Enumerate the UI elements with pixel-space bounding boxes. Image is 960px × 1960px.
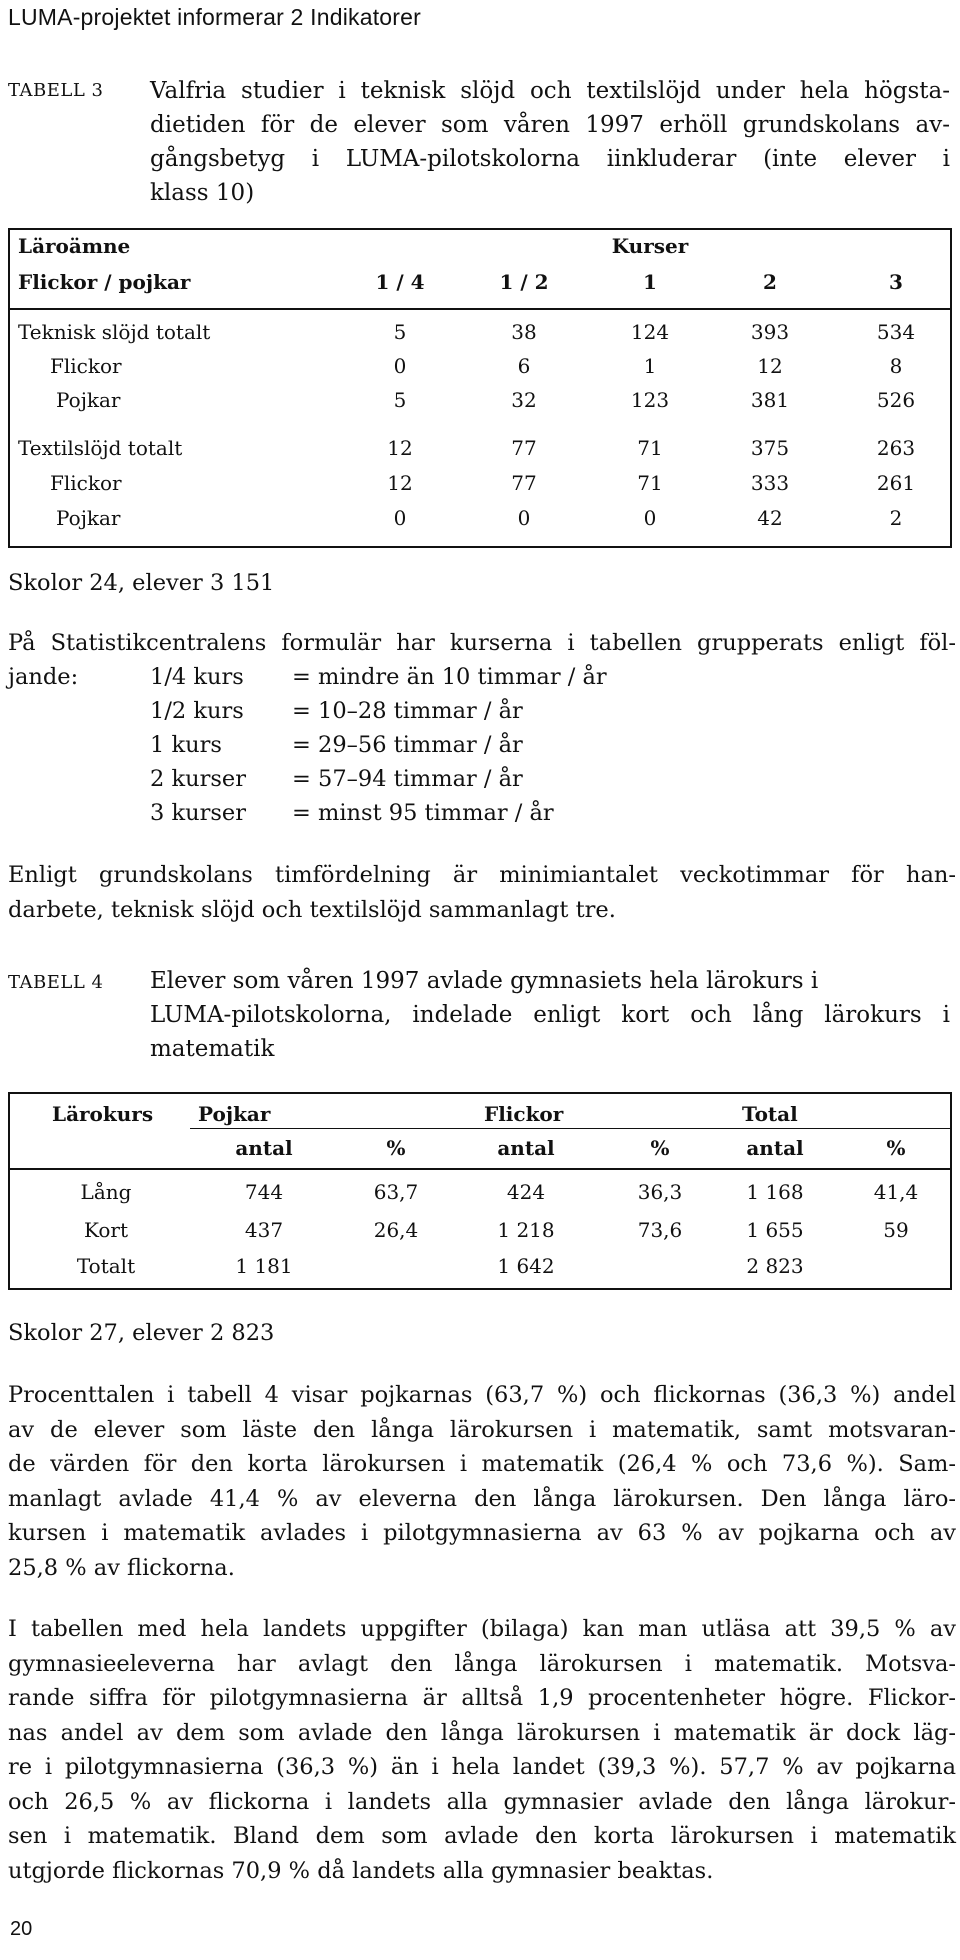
- table4-cell: 1 218: [497, 1218, 555, 1242]
- table4-cell: 41,4: [873, 1180, 919, 1204]
- table-rule: [10, 1092, 950, 1094]
- running-header: LUMA-projektet informerar 2 Indikatorer: [8, 4, 422, 30]
- table3-cell: 375: [750, 436, 790, 460]
- text-line: nas andel av dem som avlade den långa lärokursen i matematik är dock läg-: [8, 1719, 956, 1746]
- table3-cell: 393: [750, 320, 790, 344]
- text-line: I tabellen med hela landets uppgifter (bilaga) kan man utläsa att 39,5 % av: [8, 1616, 956, 1642]
- table-rule: [10, 308, 950, 310]
- caption-line: klass 10): [150, 180, 255, 206]
- table4-cell: 26,4: [373, 1218, 419, 1242]
- table4-sub-header: antal: [235, 1136, 293, 1160]
- table4-row-label: Lång: [80, 1180, 132, 1204]
- table3-cell: 12: [387, 436, 413, 460]
- table3-cell: 0: [517, 506, 531, 530]
- table4-sub-header: %: [386, 1136, 406, 1160]
- text-line: darbete, teknisk slöjd och textilslöjd sammanlagt tre.: [8, 896, 616, 923]
- table3-row-label: Textilslöjd totalt: [18, 436, 183, 460]
- table3-gender-header: Flickor / pojkar: [18, 270, 191, 294]
- course-def-value: = 29–56 timmar / år: [292, 732, 523, 758]
- table-rule: [10, 1168, 950, 1170]
- table4-cell: 73,6: [637, 1218, 683, 1242]
- table3-courses-header: Kurser: [611, 234, 689, 258]
- table4-cell: 1 642: [497, 1254, 555, 1278]
- table3-subject-header: Läroämne: [18, 234, 131, 258]
- course-def-name: 1/4 kurs: [150, 664, 244, 690]
- paragraph-timfordelning: [8, 858, 956, 927]
- table3-cell: 333: [750, 471, 790, 495]
- caption-line: gångsbetyg i LUMA-pilotskolorna iinkluderar (inte elever i: [150, 146, 950, 172]
- text-line: re i pilotgymnasierna (36,3 %) än i hela landet (39,3 %). 57,7 % av pojkarna: [8, 1754, 956, 1780]
- table3-label: TABELL 3: [8, 80, 104, 101]
- caption-line: dietiden för de elever som våren 1997 erhöll grundskolans av-: [150, 112, 950, 138]
- course-def-value: = mindre än 10 timmar / år: [292, 664, 607, 690]
- table3-col-header: 3: [889, 270, 903, 294]
- table3-cell: 123: [630, 388, 670, 412]
- table3-row-label: Pojkar: [56, 506, 121, 530]
- table3-cell: 381: [750, 388, 790, 412]
- course-def-name: 3 kurser: [150, 800, 246, 826]
- paragraph-procenttalen: [8, 1378, 956, 1585]
- table3-col-header: 1 / 2: [499, 270, 549, 294]
- table3-cell: 42: [757, 506, 783, 530]
- table3-row-label: Teknisk slöjd totalt: [18, 320, 211, 344]
- table3-cell: 71: [637, 471, 663, 495]
- table-rule: [10, 1288, 950, 1290]
- table4-group-header: Flickor: [484, 1102, 564, 1126]
- text-line: de värden för den korta lärokursen i matematik (26,4 % och 73,6 %). Sam-: [8, 1451, 956, 1477]
- course-def-name: 1 kurs: [150, 732, 222, 758]
- table3-cell: 124: [630, 320, 670, 344]
- table4-sub-header: antal: [746, 1136, 804, 1160]
- text-line: utgjorde flickornas 70,9 % då landets alla gymnasier beaktas.: [8, 1857, 714, 1884]
- table3-cell: 0: [393, 354, 407, 378]
- course-def-name: 1/2 kurs: [150, 698, 244, 724]
- table4-cell: 59: [883, 1218, 909, 1242]
- table3-cell: 77: [511, 436, 537, 460]
- table4-cell: 1 168: [746, 1180, 804, 1204]
- text-line: rande siffra för pilotgymnasierna är alltså 1,9 procentenheter högre. Flickor-: [8, 1685, 956, 1711]
- table4-note: Skolor 27, elever 2 823: [8, 1320, 275, 1346]
- table3-cell: 8: [889, 354, 903, 378]
- table3-cell: 1: [643, 354, 657, 378]
- table3-cell: 534: [876, 320, 916, 344]
- caption-line: matematik: [150, 1036, 275, 1062]
- page-number: 20: [10, 1918, 33, 1940]
- table4-group-header: Pojkar: [198, 1102, 271, 1126]
- table3-cell: 38: [511, 320, 537, 344]
- caption-line: Elever som våren 1997 avlade gymnasiets hela lärokurs i: [150, 968, 819, 994]
- table3-cell: 5: [393, 320, 407, 344]
- course-def-value: = 10–28 timmar / år: [292, 698, 523, 724]
- text-line: 25,8 % av flickorna.: [8, 1554, 235, 1581]
- course-def-intro: På Statistikcentralens formulär har kurserna i tabellen grupperats enligt föl-: [8, 630, 956, 656]
- table4-sub-header: %: [886, 1136, 906, 1160]
- table3-row-label: Flickor: [50, 354, 122, 378]
- table3-cell: 77: [511, 471, 537, 495]
- table-rule: [190, 1128, 950, 1129]
- table3-cell: 526: [876, 388, 916, 412]
- table4-row-label: Totalt: [76, 1254, 136, 1278]
- table4-row-label: Kort: [83, 1218, 129, 1242]
- table3-row-label: Flickor: [50, 471, 122, 495]
- table3-col-header: 1: [643, 270, 657, 294]
- table3-col-header: 2: [763, 270, 777, 294]
- course-def-name: 2 kurser: [150, 766, 246, 792]
- paragraph-hela-landets: [8, 1612, 956, 1888]
- table4-course-header: Lärokurs: [52, 1102, 154, 1126]
- caption-line: Valfria studier i teknisk slöjd och textilslöjd under hela högsta-: [150, 78, 950, 104]
- table4-cell: 424: [506, 1180, 546, 1204]
- course-def-prefix: jande:: [8, 664, 79, 690]
- table4-cell: 2 823: [746, 1254, 804, 1278]
- text-line: manlagt avlade 41,4 % av eleverna den långa lärokursen. Den långa läro-: [8, 1485, 956, 1512]
- table4-sub-header: antal: [497, 1136, 555, 1160]
- table3-cell: 32: [511, 388, 537, 412]
- table4-group-header: Total: [742, 1102, 798, 1126]
- text-line: sen i matematik. Bland dem som avlade den korta lärokursen i matematik: [8, 1823, 956, 1849]
- text-line: gymnasieeleverna har avlagt den långa lärokursen i matematik. Motsva-: [8, 1650, 956, 1677]
- table3-caption: [150, 74, 950, 210]
- table4-cell: 36,3: [637, 1180, 683, 1204]
- table3-cell: 5: [393, 388, 407, 412]
- table3-col-header: 1 / 4: [375, 270, 425, 294]
- table3-cell: 0: [393, 506, 407, 530]
- table4-cell: 1 181: [235, 1254, 293, 1278]
- table-rule: [10, 228, 950, 230]
- table4-cell: 1 655: [746, 1218, 804, 1242]
- course-def-value: = minst 95 timmar / år: [292, 800, 554, 826]
- text-line: och 26,5 % av flickorna i landets alla gymnasier avlade den långa lärokur-: [8, 1788, 956, 1815]
- table3-cell: 71: [637, 436, 663, 460]
- table3-cell: 261: [876, 471, 916, 495]
- table3-note: Skolor 24, elever 3 151: [8, 570, 275, 596]
- course-def-value: = 57–94 timmar / år: [292, 766, 523, 792]
- table4-label: TABELL 4: [8, 972, 104, 993]
- table3-cell: 12: [387, 471, 413, 495]
- table3-cell: 6: [517, 354, 531, 378]
- table3: [8, 228, 952, 548]
- caption-line: LUMA-pilotskolorna, indelade enligt kort och lång lärokurs i: [150, 1002, 950, 1028]
- table3-cell: 263: [876, 436, 916, 460]
- text-line: av de elever som läste den långa lärokursen i matematik, samt motsvaran-: [8, 1416, 956, 1443]
- text-line: Procenttalen i tabell 4 visar pojkarnas (63,7 %) och flickornas (36,3 %) andel: [8, 1382, 956, 1408]
- table4: [8, 1092, 952, 1290]
- table4-caption: [150, 964, 950, 1066]
- table3-cell: 0: [643, 506, 657, 530]
- text-line: kursen i matematik avlades i pilotgymnasierna av 63 % av pojkarna och av: [8, 1520, 956, 1546]
- table3-row-label: Pojkar: [56, 388, 121, 412]
- table3-cell: 12: [757, 354, 783, 378]
- table4-cell: 437: [244, 1218, 284, 1242]
- text-line: Enligt grundskolans timfördelning är minimiantalet veckotimmar för han-: [8, 862, 956, 888]
- table3-cell: 2: [889, 506, 903, 530]
- table-rule: [10, 546, 950, 548]
- table4-sub-header: %: [650, 1136, 670, 1160]
- table4-cell: 63,7: [373, 1180, 419, 1204]
- table4-cell: 744: [244, 1180, 284, 1204]
